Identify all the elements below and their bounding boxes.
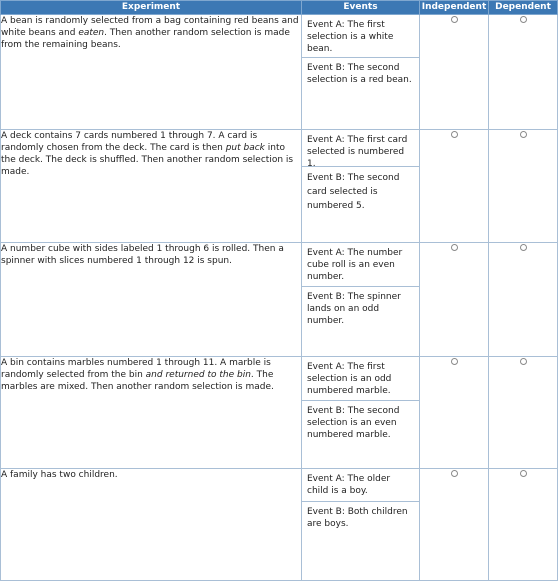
event-b: Event B: The second selection is a red bean. xyxy=(307,63,412,85)
event-b: Event B: The spinner lands on an odd number. xyxy=(307,292,401,326)
event-a: Event A: The first selection is an odd numbered marble. xyxy=(302,357,419,401)
experiment-cell xyxy=(1,15,302,130)
events-cell xyxy=(302,15,420,130)
table-row xyxy=(1,357,558,469)
experiment-text: . Then another random selection is made from the remaining beans. xyxy=(1,28,290,50)
events-cell xyxy=(302,130,420,243)
independent-radio[interactable] xyxy=(451,470,458,477)
independent-radio[interactable] xyxy=(451,16,458,23)
table-row xyxy=(1,15,558,130)
event-a: Event A: The older child is a boy. xyxy=(302,469,419,502)
dependent-radio[interactable] xyxy=(520,470,527,477)
experiment-text: A deck contains 7 cards numbered 1 through 7. A card is randomly chosen from the deck. The card is then xyxy=(1,131,258,153)
experiment-emphasis: and returned to the bin xyxy=(145,370,251,380)
independent-radio[interactable] xyxy=(451,358,458,365)
events-cell xyxy=(302,243,420,357)
independent-cell[interactable] xyxy=(420,15,489,130)
event-b: Event B: The second selection is an even numbered marble. xyxy=(307,406,400,440)
experiment-cell xyxy=(1,130,302,243)
header-events: Events xyxy=(302,1,420,15)
experiment-text: A family has two children. xyxy=(1,470,118,480)
experiment-emphasis: put back xyxy=(225,143,265,153)
event-b: Event B: The second card selected is numbered 5. xyxy=(307,173,400,211)
table-row xyxy=(1,130,558,243)
experiment-text: A bin contains marbles numbered 1 through 11. A marble is randomly selected from the bin xyxy=(1,358,271,380)
dependent-radio[interactable] xyxy=(520,131,527,138)
independent-cell[interactable] xyxy=(420,357,489,469)
header-experiment: Experiment xyxy=(1,1,302,15)
independent-radio[interactable] xyxy=(451,131,458,138)
header-row xyxy=(1,1,558,15)
event-a: Event A: The first selection is a white bean. xyxy=(302,15,419,58)
dependent-radio[interactable] xyxy=(520,244,527,251)
dependent-radio[interactable] xyxy=(520,16,527,23)
experiment-cell xyxy=(1,469,302,581)
experiment-text: A bean is randomly selected from a bag containing red beans and white beans and xyxy=(1,16,299,38)
independent-cell[interactable] xyxy=(420,243,489,357)
header-independent: Independent xyxy=(420,1,489,15)
experiment-cell xyxy=(1,243,302,357)
independent-cell[interactable] xyxy=(420,130,489,243)
event-b: Event B: Both children are boys. xyxy=(307,507,408,529)
experiment-emphasis: eaten xyxy=(78,28,105,38)
dependent-cell[interactable] xyxy=(489,15,558,130)
independent-radio[interactable] xyxy=(451,244,458,251)
events-cell xyxy=(302,469,420,581)
experiment-text: into the deck. The deck is shuffled. Then another random selection is made. xyxy=(1,143,294,177)
dependent-radio[interactable] xyxy=(520,358,527,365)
table-row xyxy=(1,469,558,581)
independent-cell[interactable] xyxy=(420,469,489,581)
event-a: Event A: The first card selected is numbered 1. xyxy=(302,130,419,167)
event-a: Event A: The number cube roll is an even number. xyxy=(302,243,419,287)
dependent-cell[interactable] xyxy=(489,357,558,469)
dependent-cell[interactable] xyxy=(489,130,558,243)
table-row xyxy=(1,243,558,357)
experiment-text: A number cube with sides labeled 1 through 6 is rolled. Then a spinner with slices numbered 1 through 12 is spun. xyxy=(1,244,284,266)
header-dependent: Dependent xyxy=(489,1,558,15)
events-cell xyxy=(302,357,420,469)
experiment-text: . The marbles are mixed. Then another random selection is made. xyxy=(1,370,274,392)
dependent-cell[interactable] xyxy=(489,243,558,357)
dependent-cell[interactable] xyxy=(489,469,558,581)
experiment-cell xyxy=(1,357,302,469)
